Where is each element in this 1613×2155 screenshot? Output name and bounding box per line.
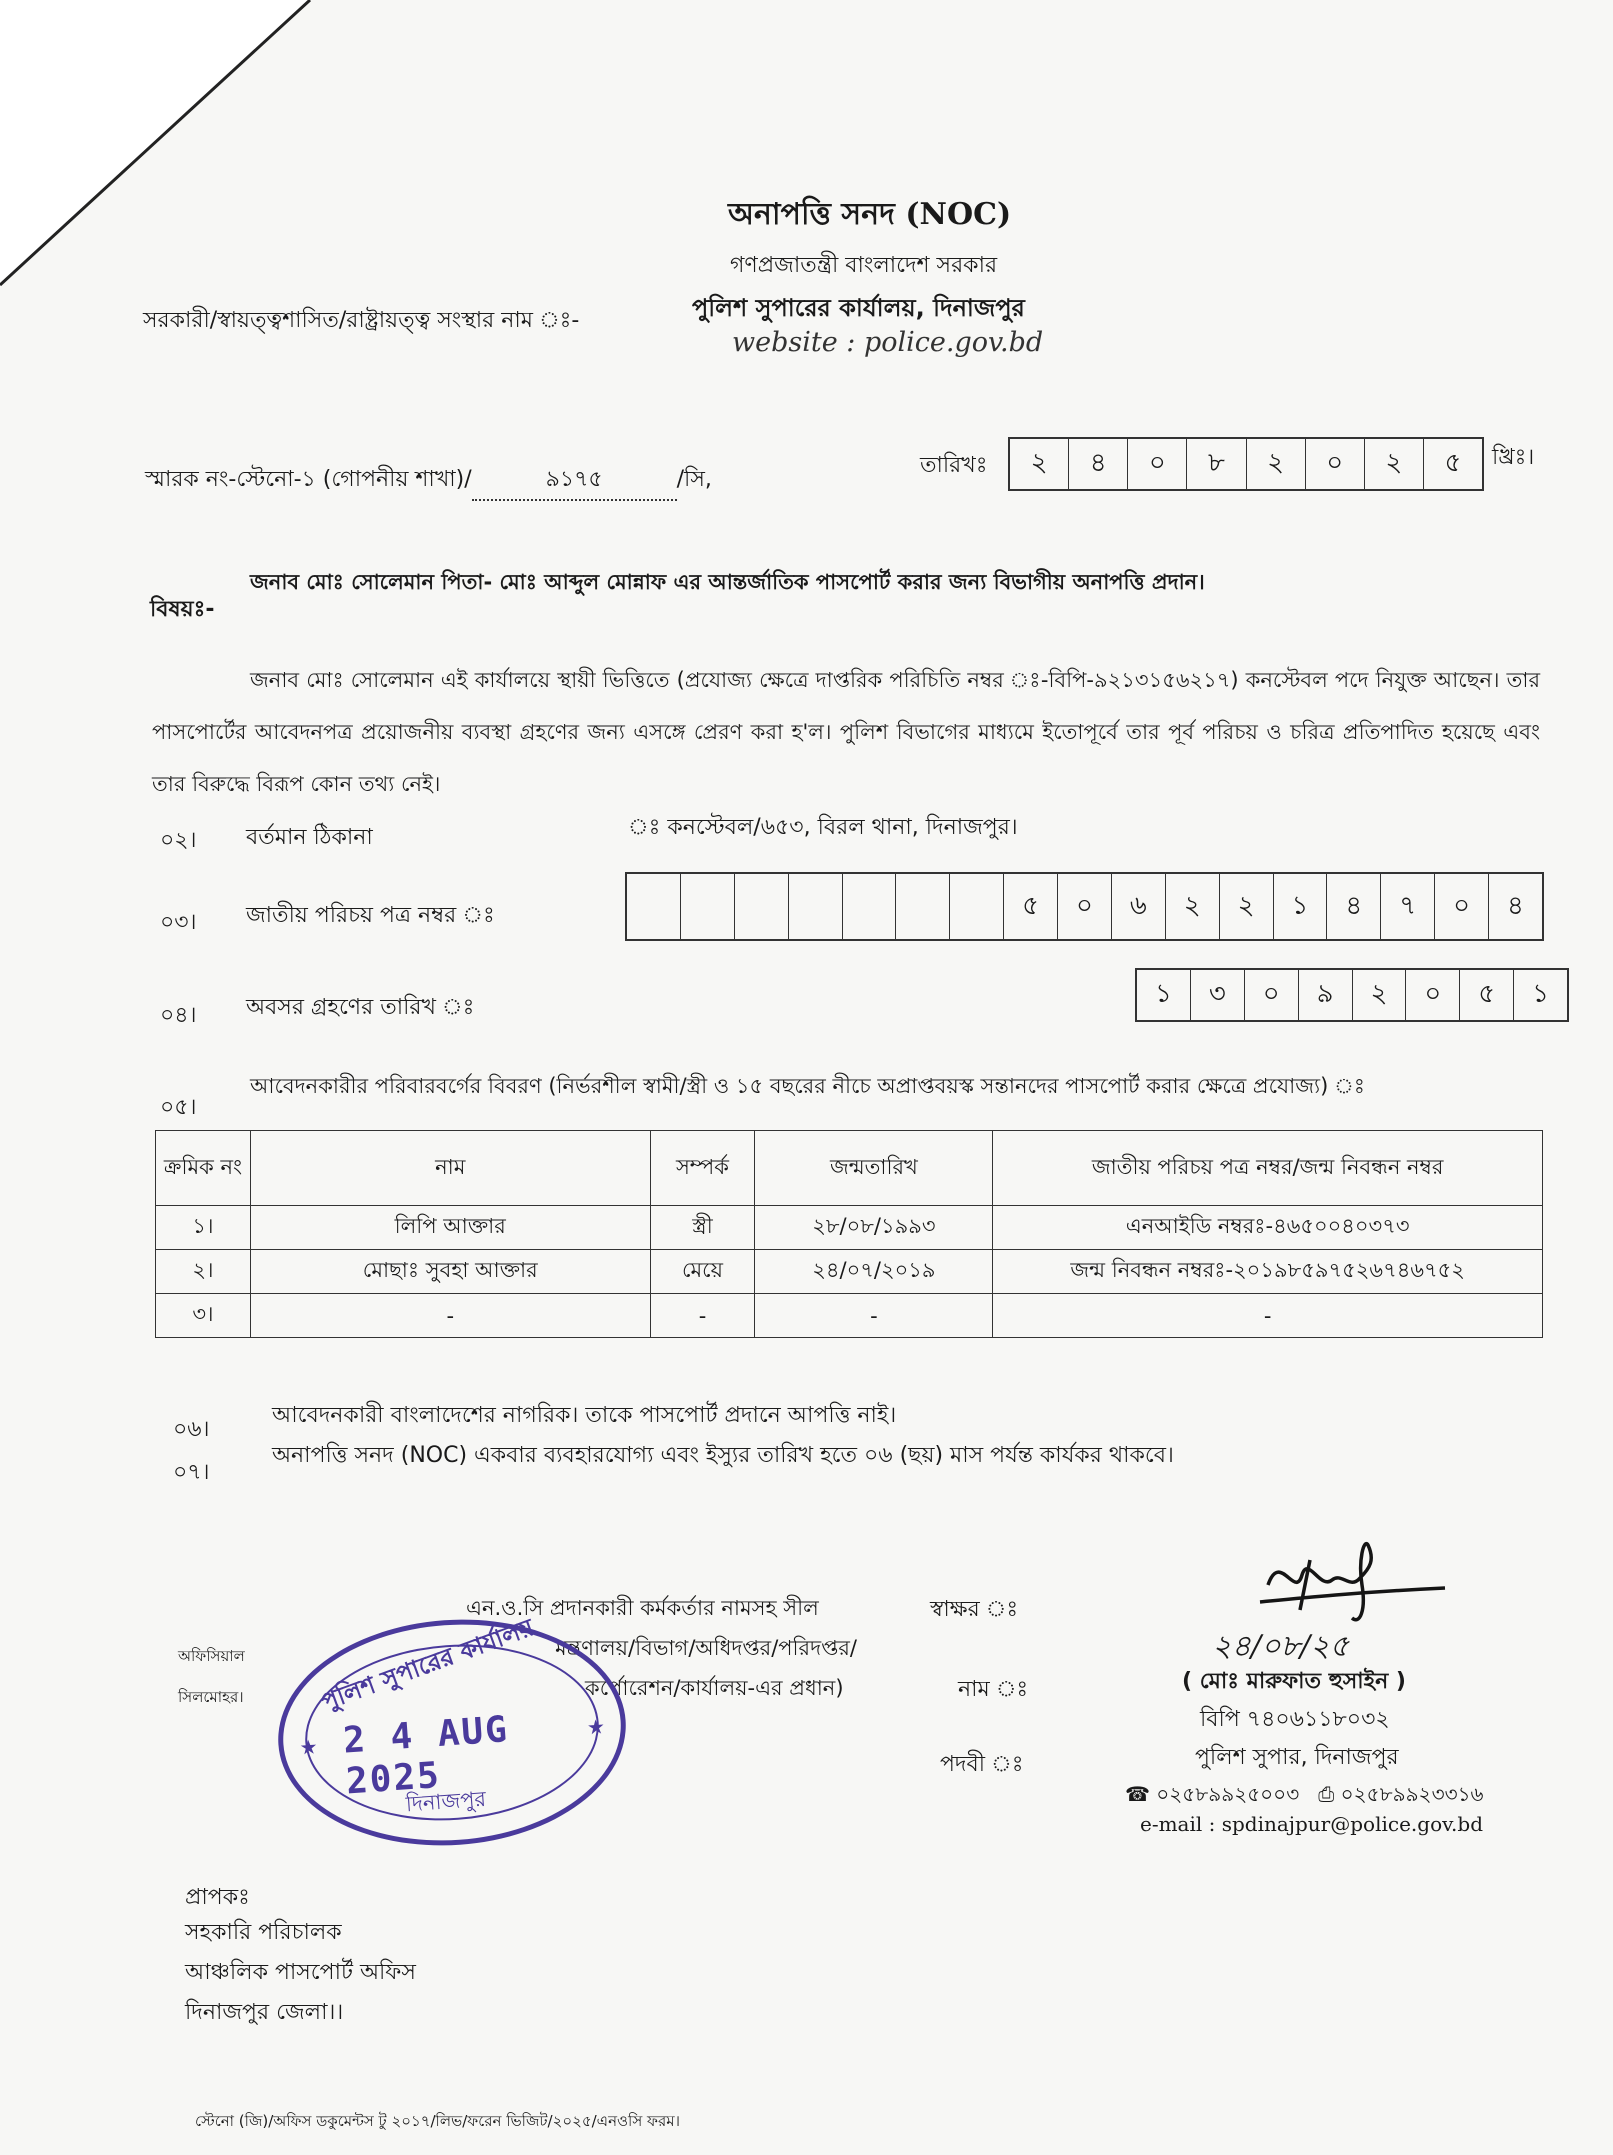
seal-label-2: সিলমোহর। — [178, 1688, 244, 1706]
recipient-line-1: সহকারি পরিচালক — [185, 1920, 342, 1945]
row-relation: - — [650, 1294, 755, 1338]
retirement-digit-cell: ১ — [1137, 970, 1191, 1020]
retirement-date-box — [1135, 968, 1569, 1022]
phone-icon: ☎ — [1125, 1782, 1150, 1806]
row-relation: স্ত্রী — [650, 1206, 755, 1250]
officer-line-2: মন্ত্রণালয়/বিভাগ/অধিদপ্তর/পরিদপ্তর/ — [555, 1636, 858, 1660]
header-relation: সম্পর্ক — [650, 1131, 755, 1206]
nid-digit-cell — [843, 874, 897, 939]
memo-prefix: স্মারক নং-স্টেনো-১ (গোপনীয় শাখা)/ — [145, 467, 472, 492]
row-serial: ২। — [156, 1250, 251, 1294]
table-row — [156, 1294, 1543, 1338]
table-header-row — [156, 1131, 1543, 1206]
website: website : police.gov.bd — [732, 327, 1044, 358]
row-name: মোছাঃ সুবহা আক্তার — [250, 1250, 650, 1294]
officer-name: ( মোঃ মারুফাত হুসাইন ) — [1182, 1669, 1406, 1694]
retirement-digit-cell: ০ — [1245, 970, 1299, 1020]
subject-label: বিষয়ঃ- — [150, 597, 215, 622]
retirement-digit-cell: ১ — [1532, 979, 1549, 1009]
item-07-number: ০৭। — [173, 1460, 210, 1485]
nid-digit-cell — [627, 874, 681, 939]
body-paragraph: জনাব মোঃ সোলেমান এই কার্যালয়ে স্থায়ী ভিত্তিতে (প্রযোজ্য ক্ষেত্রে দাপ্তরিক পরিচিতি নম্বর ঃ-বিপি-৯২১৩১৫৬২১৭) কনস্টেবল পদে নিযুক্ত আছেন। তার পাসপোর্টের আবেদনপত্র প্রয়োজনীয় ব্যবস্থা গ্রহণের জন্য এসঙ্গে প্রেরণ করা হ'ল। পুলিশ বিভাগের মাধ্যমে ইতোপূর্বে তার পূর্ব পরিচয় ও চরিত্র প্রতিপাদিত হয়েছে এবং তার বিরুদ্ধে বিরূপ কোন তথ্য নেই। — [152, 668, 1540, 796]
nid-digit-cell — [681, 874, 735, 939]
stamp-star-icon: ★ — [298, 1734, 319, 1760]
stamp-office: পুলিশ সুপারের কার্যালয় — [317, 1613, 538, 1717]
item-02-label: বর্তমান ঠিকানা — [246, 825, 373, 850]
date-digit-cell: ৪ — [1069, 439, 1128, 489]
row-birthdate: ২৪/০৭/২০১৯ — [755, 1250, 993, 1294]
nid-digit-cell: ৪ — [1327, 874, 1381, 939]
table-row — [156, 1206, 1543, 1250]
signed-date: ২৪/০৮/২৫ — [1212, 1629, 1350, 1664]
item-03-label: জাতীয় পরিচয় পত্র নম্বর ঃ — [246, 903, 495, 928]
date-label: তারিখঃ — [920, 453, 988, 478]
recipient-line-2: আঞ্চলিক পাসপোর্ট অফিস — [185, 1960, 416, 1985]
row-relation: মেয়ে — [650, 1250, 755, 1294]
header-id-number: জাতীয় পরিচয় পত্র নম্বর/জন্ম নিবন্ধন নম্বর — [993, 1131, 1543, 1206]
item-07-text: অনাপত্তি সনদ (NOC) একবার ব্যবহারযোগ্য এবং ইস্যুর তারিখ হতে ০৬ (ছয়) মাস পর্যন্ত কার্যকর থাকবে। — [272, 1443, 1174, 1468]
retirement-digit-cell: ২ — [1353, 970, 1407, 1020]
footer-reference: স্টেনো (জি)/অফিস ডকুমেন্টস টু ২০১৭/লিভ/ফরেন ভিজিট/২০২৫/এনওসি ফরম। — [195, 2112, 680, 2130]
item-02-number: ০২। — [160, 828, 197, 853]
officer-line-1: এন.ও.সি প্রদানকারী কর্মকর্তার নামসহ সীল — [466, 1596, 819, 1620]
name-label: নাম ঃ — [958, 1677, 1029, 1702]
row-serial: ৩। — [156, 1294, 251, 1338]
recipient-label: প্রাপকঃ — [185, 1885, 250, 1910]
row-id-number: এনআইডি নম্বরঃ-৪৬৫০০৪০৩৭৩ — [993, 1206, 1543, 1250]
retirement-digit-cell: ৫ — [1460, 970, 1514, 1020]
row-birthdate: - — [755, 1294, 993, 1338]
seal-label-1: অফিসিয়াল — [178, 1647, 245, 1665]
date-digit-cell: ০ — [1306, 439, 1365, 489]
memo-number — [145, 462, 712, 501]
nid-digit-cell: ০ — [1058, 874, 1112, 939]
header-birthdate: জন্মতারিখ — [755, 1131, 993, 1206]
page-fold-mark — [0, 0, 320, 300]
family-table — [155, 1130, 1543, 1338]
item-04-label: অবসর গ্রহণের তারিখ ঃ — [246, 995, 475, 1020]
document-title: অনাপত্তি সনদ (NOC) — [728, 197, 1012, 232]
nid-digit-cell — [950, 874, 1004, 939]
nid-digit-cell — [735, 874, 789, 939]
memo-handwritten-number: ৯১৭৫ — [472, 462, 677, 501]
date-digit-cell: ২ — [1365, 439, 1424, 489]
phone-number: ০২৫৮৯৯২৫০০৩ — [1156, 1782, 1300, 1806]
office-name: পুলিশ সুপারের কার্যালয়, দিনাজপুর — [692, 294, 1025, 322]
memo-suffix: /সি, — [676, 467, 712, 492]
officer-line-3: কর্পোরেশন/কার্যালয়-এর প্রধান) — [585, 1676, 844, 1700]
date-digit-cell: ৫ — [1444, 448, 1462, 478]
fax-icon: ⎙ — [1318, 1782, 1335, 1806]
item-06-number: ০৬। — [173, 1417, 210, 1442]
subject-text: জনাব মোঃ সোলেমান পিতা- মোঃ আব্দুল মোন্নাফ এর আন্তর্জাতিক পাসপোর্ট করার জন্য বিভাগীয় অনাপত্তি প্রদান। — [250, 570, 1205, 594]
nid-digit-cell: ২ — [1220, 874, 1274, 939]
nid-digit-cell: ২ — [1166, 874, 1220, 939]
government-name: গণপ্রজাতন্ত্রী বাংলাদেশ সরকার — [730, 253, 998, 278]
stamp-city: দিনাজপুর — [405, 1786, 487, 1817]
row-name: লিপি আক্তার — [250, 1206, 650, 1250]
nid-digit-cell: ৭ — [1381, 874, 1435, 939]
date-digit-cell: ৮ — [1187, 439, 1246, 489]
nid-digit-cell: ১ — [1274, 874, 1328, 939]
nid-digit-cell: ৫ — [1004, 874, 1058, 939]
nid-digit-cell: ০ — [1435, 874, 1489, 939]
date-digit-cell: ০ — [1128, 439, 1187, 489]
recipient-line-3: দিনাজপুর জেলা।। — [185, 2000, 344, 2025]
item-05-label: আবেদনকারীর পরিবারবর্গের বিবরণ (নির্ভরশীল স্বামী/স্ত্রী ও ১৫ বছরের নীচে অপ্রাপ্তবয়স্ক সন্তানদের পাসপোর্ট করার ক্ষেত্রে প্রযোজ্য) ঃ — [250, 1074, 1365, 1098]
fax-number: ০২৫৮৯৯২৩৩১৬ — [1340, 1782, 1484, 1806]
row-serial: ১। — [156, 1206, 251, 1250]
item-05-number: ০৫। — [160, 1095, 197, 1120]
officer-designation: পুলিশ সুপার, দিনাজপুর — [1195, 1745, 1399, 1770]
date-digit-cell: ২ — [1010, 439, 1069, 489]
retirement-digit-cell: ০ — [1406, 970, 1460, 1020]
nid-digit-cell — [896, 874, 950, 939]
nid-digit-box — [625, 872, 1544, 941]
table-row — [156, 1250, 1543, 1294]
nid-digit-cell — [789, 874, 843, 939]
date-digit-cell: ২ — [1247, 439, 1306, 489]
header-name: নাম — [250, 1131, 650, 1206]
nid-digit-cell: ৪ — [1507, 890, 1524, 921]
date-suffix: খ্রিঃ। — [1492, 445, 1535, 470]
stamp-date: 2 4 AUG 2025 — [341, 1709, 511, 1803]
officer-bp: বিপি ৭৪০৬১১৮০৩২ — [1200, 1707, 1390, 1732]
designation-label: পদবী ঃ — [940, 1752, 1024, 1777]
current-address: ঃ কনস্টেবল/৬৫৩, বিরল থানা, দিনাজপুর। — [628, 815, 1018, 840]
item-06-text: আবেদনকারী বাংলাদেশের নাগরিক। তাকে পাসপোর্ট প্রদানে আপত্তি নাই। — [272, 1403, 897, 1428]
header-serial: ক্রমিক নং — [156, 1131, 251, 1206]
item-04-number: ০৪। — [160, 1003, 197, 1028]
row-name: - — [250, 1294, 650, 1338]
row-id-number: জন্ম নিবন্ধন নম্বরঃ-২০১৯৮৫৯৭৫২৬৭৪৬৭৫২ — [993, 1250, 1543, 1294]
item-03-number: ০৩। — [160, 910, 197, 935]
row-birthdate: ২৮/০৮/১৯৯৩ — [755, 1206, 993, 1250]
stamp-star-icon: ★ — [586, 1714, 606, 1740]
contact-line — [1125, 1780, 1484, 1813]
nid-digit-cell: ৬ — [1112, 874, 1166, 939]
row-id-number: - — [993, 1294, 1543, 1338]
retirement-digit-cell: ৯ — [1299, 970, 1353, 1020]
officer-email: e-mail : spdinajpur@police.gov.bd — [1140, 1812, 1484, 1836]
memo-date-box — [1008, 437, 1484, 491]
retirement-digit-cell: ৩ — [1191, 970, 1245, 1020]
organization-label: সরকারী/স্বায়ত্ত্বশাসিত/রাষ্ট্রায়ত্ত্ব সংস্থার নাম ঃ- — [143, 308, 580, 333]
signature-label: স্বাক্ষর ঃ — [930, 1597, 1019, 1622]
